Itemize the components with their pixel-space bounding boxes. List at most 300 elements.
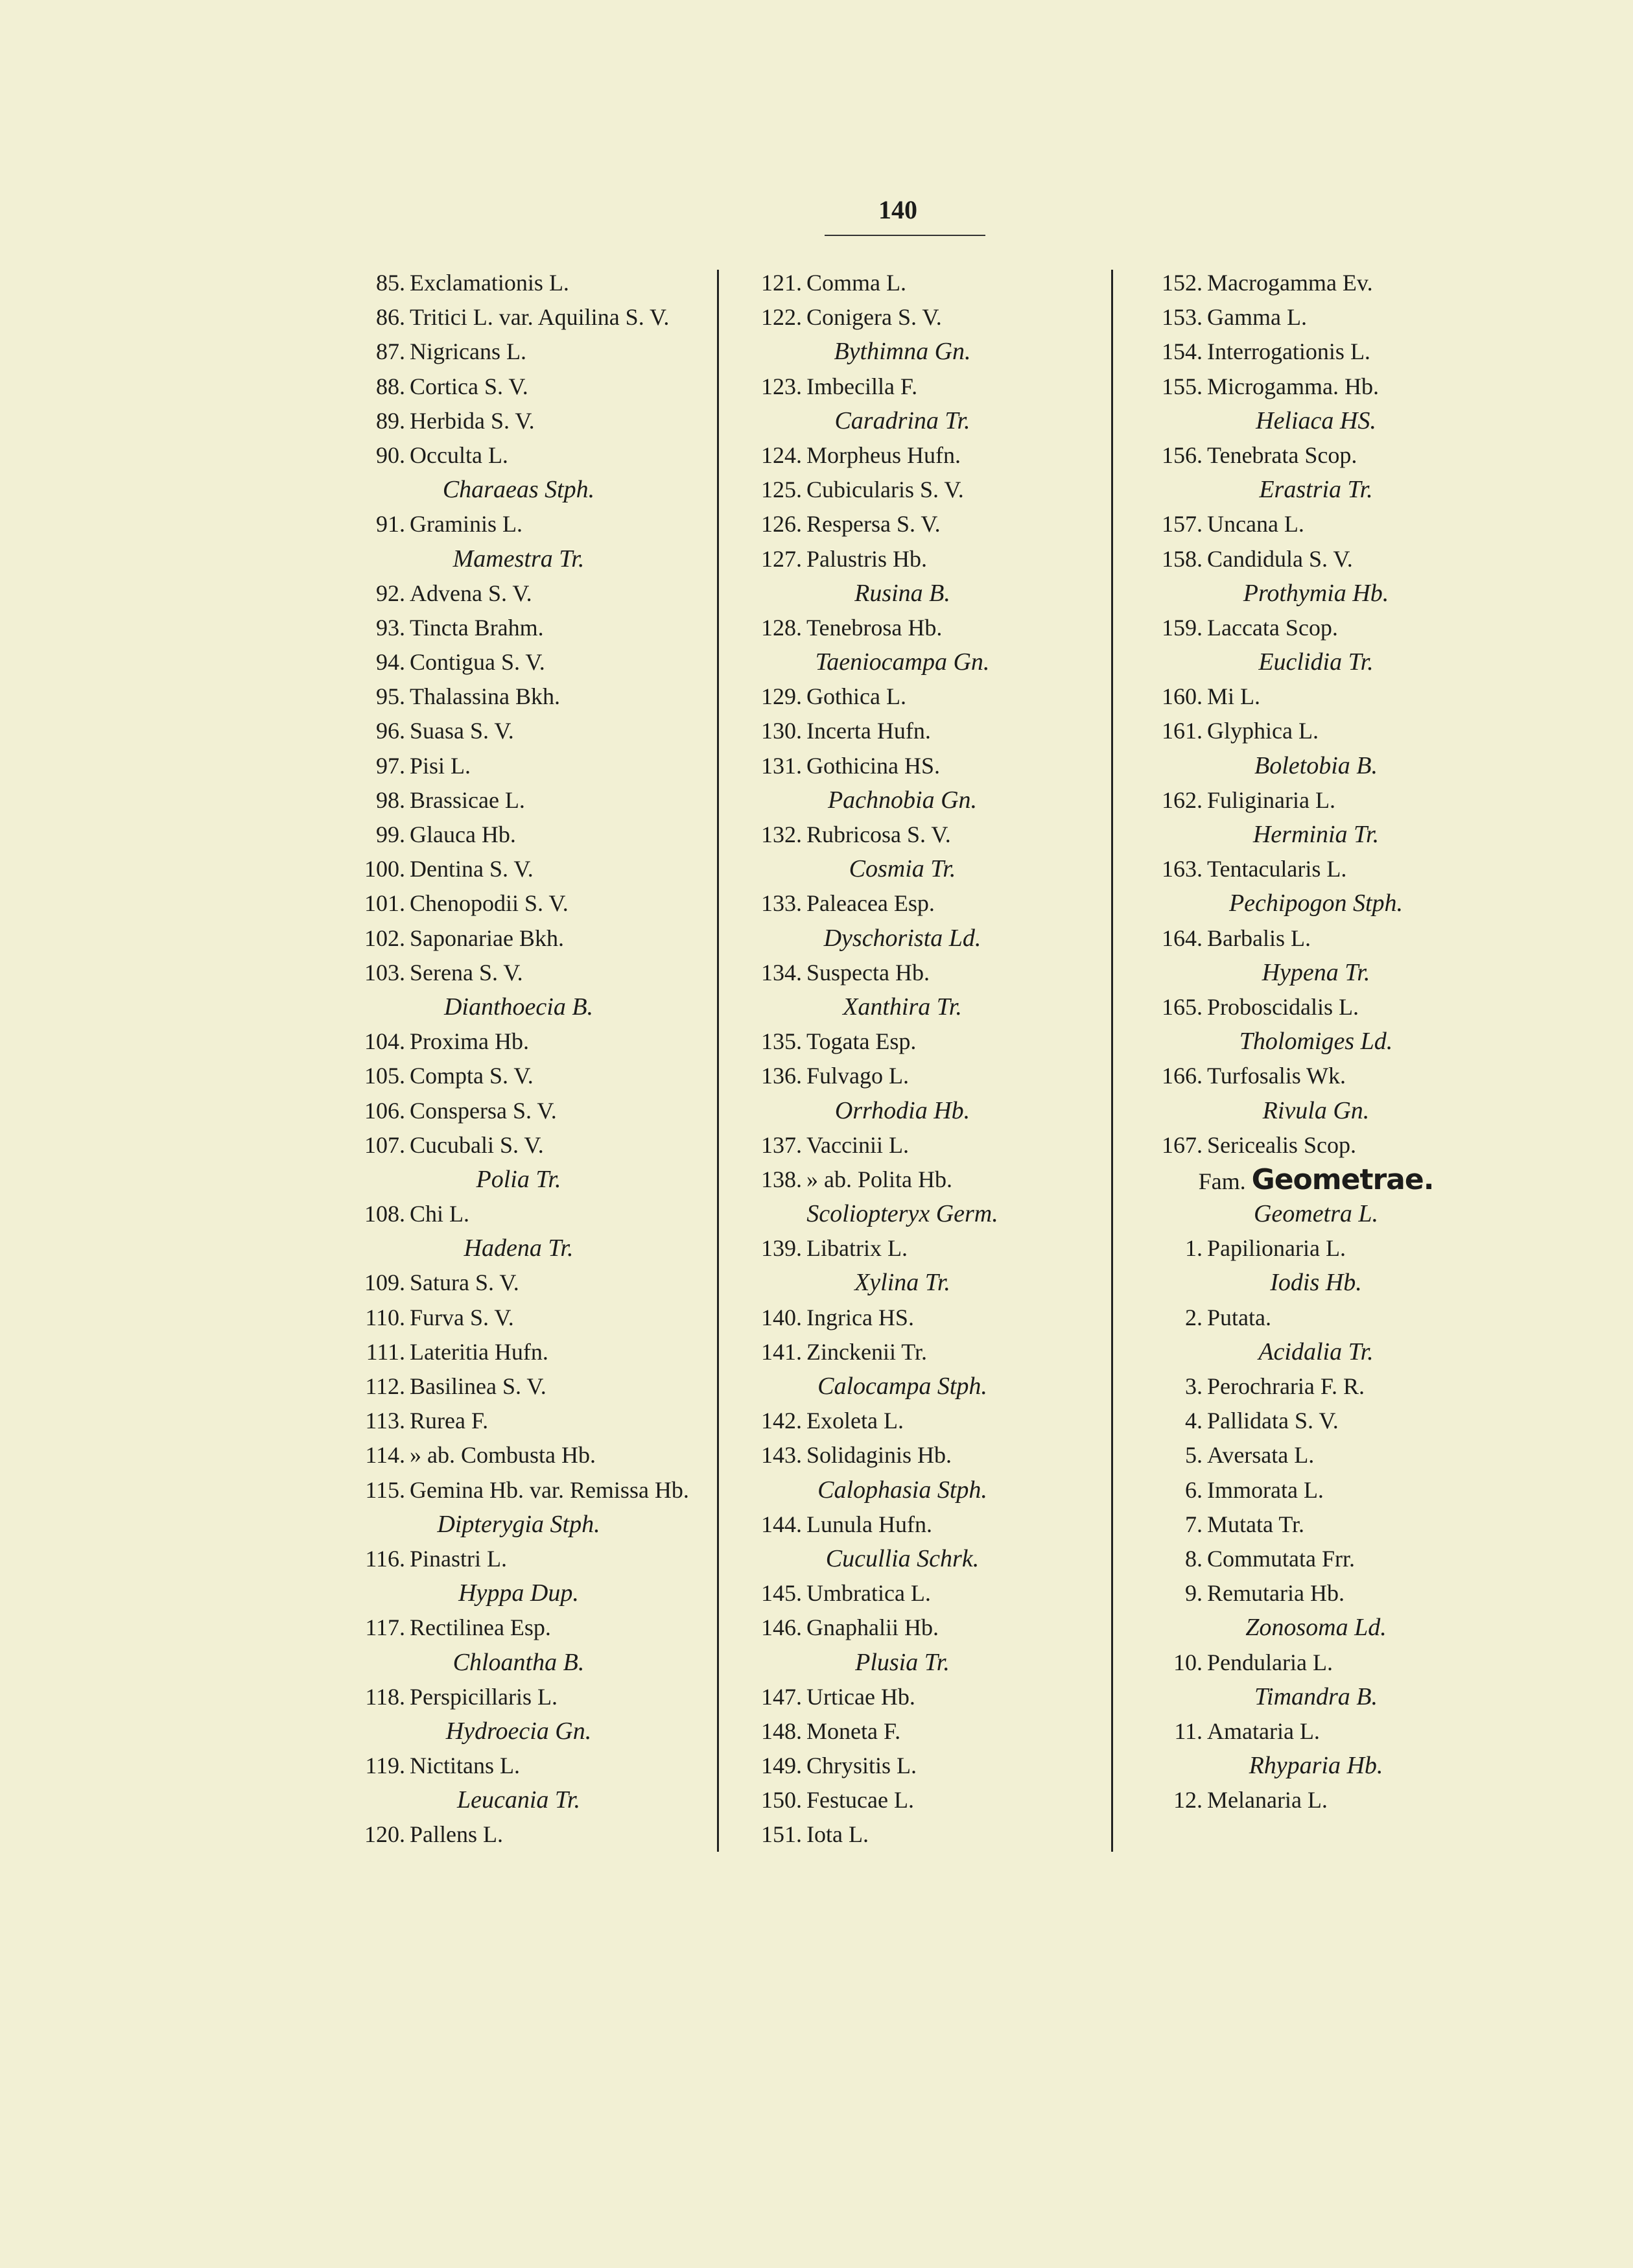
species-number: 147. [761,1683,802,1710]
species-name: Exclamationis L. [410,270,569,296]
genus-name: Cucullia Schrk. [825,1544,980,1572]
species-entry [1122,921,1510,956]
family-heading-text [1122,1163,1510,1199]
genus-name: Bythimna Gn. [834,338,971,366]
genus-heading [721,1266,1084,1300]
genus-heading [1122,576,1510,611]
species-name: Fulvago L. [806,1063,909,1089]
species-entry [721,1301,1084,1335]
species-name: Macrogamma Ev. [1207,270,1373,296]
species-number: 92. [376,580,405,606]
species-entry [324,714,713,748]
species-entry [324,1197,713,1231]
genus-heading [1122,886,1510,921]
genus-heading [324,990,713,1024]
species-entry [721,1714,1084,1749]
species-name: Commutata Frr. [1207,1545,1355,1572]
genus-name: Dianthoecia B. [443,993,594,1021]
species-name: Paleacea Esp. [806,890,935,917]
species-entry [324,1369,713,1404]
genus-heading [1122,1611,1510,1645]
species-number: 142. [761,1408,802,1434]
species-entry [1122,1128,1510,1163]
species-number: 130. [761,718,802,744]
genus-heading [324,1576,713,1611]
species-name: Suspecta Hb. [806,959,930,986]
species-name: Vaccinii L. [806,1131,909,1158]
species-number: 136. [761,1063,802,1089]
species-number: 131. [761,752,802,779]
genus-heading [721,335,1084,369]
species-entry [721,1128,1084,1163]
species-entry [1122,783,1510,818]
species-number: 12. [1173,1787,1203,1813]
species-name: Glauca Hb. [410,821,516,847]
species-name: Imbecilla F. [806,373,918,399]
species-name: Tenebrata Scop. [1207,442,1357,468]
species-entry [721,1059,1084,1093]
species-entry [721,1680,1084,1714]
species-entry [1122,1507,1510,1542]
species-number: 134. [761,959,802,986]
species-name: Gothicina HS. [806,752,940,779]
species-entry [324,1059,713,1093]
genus-heading [1122,1197,1510,1231]
genus-name: Chloantha B. [452,1648,585,1676]
species-number: 108. [364,1201,405,1227]
species-number: 163. [1162,856,1203,882]
species-name: Ingrica HS. [806,1304,914,1330]
genus-heading [721,921,1084,956]
species-number: 148. [761,1718,802,1744]
species-number: 11. [1174,1718,1203,1744]
species-number: 100. [364,856,405,882]
species-entry [721,749,1084,783]
species-name: Saponariae Bkh. [410,925,564,951]
genus-heading [1122,645,1510,679]
genus-name: Rusina B. [854,579,950,607]
species-name: Melanaria L. [1207,1787,1328,1813]
species-number: 90. [376,442,405,468]
genus-name: Acidalia Tr. [1258,1338,1374,1365]
species-number: 143. [761,1442,802,1469]
species-entry [1122,335,1510,369]
species-name: Graminis L. [410,511,523,537]
column-3 [1122,266,1510,1817]
species-name: Togata Esp. [806,1028,917,1055]
species-entry [1122,1714,1510,1749]
column-1 [324,266,713,1852]
species-number: 153. [1162,304,1203,331]
species-entry [1122,1576,1510,1611]
species-name: Amataria L. [1207,1718,1320,1744]
genus-heading [721,1197,1084,1231]
species-number: 85. [376,270,405,296]
species-name: Laccata Scop. [1207,614,1338,641]
species-name: Pinastri L. [410,1545,507,1572]
genus-heading [1122,1094,1510,1128]
species-entry [1122,1646,1510,1680]
species-name: Chenopodii S. V. [410,890,569,917]
species-number: 105. [364,1063,405,1089]
species-entry [324,1335,713,1369]
species-number: 166. [1162,1063,1203,1089]
genus-name: Timandra B. [1254,1683,1378,1710]
species-name: Interrogationis L. [1207,338,1370,365]
species-number: 122. [761,304,802,331]
genus-name: Erastria Tr. [1259,476,1373,504]
genus-name: Calocampa Stph. [817,1373,987,1400]
species-number: 117. [365,1614,405,1641]
species-number: 91. [376,511,405,537]
species-entry [1122,507,1510,541]
family-heading [1122,1163,1510,1197]
genus-heading [1122,1749,1510,1783]
species-number: 140. [761,1304,802,1330]
species-name: Perspicillaris L. [410,1683,558,1710]
species-entry [324,1473,713,1507]
species-number: 7. [1185,1511,1203,1537]
species-number: 5. [1185,1442,1203,1469]
genus-heading [324,1231,713,1266]
species-entry [721,1231,1084,1266]
species-entry [1122,1301,1510,1335]
species-name: Chrysitis L. [806,1753,917,1779]
genus-heading [721,1094,1084,1128]
species-entry [721,1507,1084,1542]
species-number: 156. [1162,442,1203,468]
genus-heading [1122,404,1510,438]
species-number: 99. [376,821,405,847]
species-number: 118. [365,1683,405,1710]
species-name: Basilinea S. V. [410,1373,546,1399]
species-number: 110. [365,1304,405,1330]
species-number: 154. [1162,338,1203,365]
genus-heading [721,783,1084,818]
species-number: 162. [1162,786,1203,813]
species-number: 159. [1162,614,1203,641]
species-name: Rectilinea Esp. [410,1614,551,1641]
species-entry [324,1817,713,1852]
species-name: Suasa S. V. [410,718,514,744]
species-name: Pallidata S. V. [1207,1408,1339,1434]
species-number: 133. [761,890,802,917]
species-name: Furva S. V. [410,1304,514,1330]
species-entry [1122,611,1510,645]
species-name: Satura S. V. [410,1270,519,1296]
genus-name: Hyppa Dup. [458,1579,579,1607]
species-name: Cubicularis S. V. [806,477,964,503]
species-number: 89. [376,407,405,434]
genus-name: Dyschorista Ld. [823,924,981,952]
genus-name: Herminia Tr. [1252,821,1380,848]
species-name: Glyphica L. [1207,718,1319,744]
species-entry [324,1128,713,1163]
species-name: Herbida S. V. [410,407,535,434]
genus-heading [721,404,1084,438]
genus-name: Hydroecia Gn. [445,1717,592,1745]
genus-name: Dipterygia Stph. [437,1510,600,1538]
species-number: 145. [761,1580,802,1607]
species-number: 165. [1162,993,1203,1020]
genus-name: Pachnobia Gn. [827,786,978,814]
species-entry [324,818,713,852]
genus-heading [324,542,713,576]
species-name: Putata. [1207,1304,1271,1330]
species-name: Exoleta L. [806,1408,904,1434]
species-entry [324,335,713,369]
genus-name: Boletobia B. [1254,751,1378,779]
species-name: Cortica S. V. [410,373,528,399]
species-name: Comma L. [806,270,906,296]
species-name: Compta S. V. [410,1063,534,1089]
species-number: 141. [761,1338,802,1365]
species-entry [721,714,1084,748]
species-entry [1122,1473,1510,1507]
species-entry [721,679,1084,714]
species-entry [1122,852,1510,886]
species-entry [324,300,713,335]
species-name: Umbratica L. [806,1580,931,1607]
species-name: Iota L. [806,1821,869,1848]
species-entry [1122,300,1510,335]
page-number-rule [825,235,985,236]
species-number: 158. [1162,545,1203,572]
species-entry [324,679,713,714]
species-entry [324,438,713,473]
species-entry [721,1576,1084,1611]
species-entry [324,370,713,404]
species-entry [1122,679,1510,714]
species-number: 160. [1162,683,1203,710]
species-entry [1122,1783,1510,1817]
species-entry [721,1438,1084,1472]
species-number: 157. [1162,511,1203,537]
species-entry [1122,542,1510,576]
species-name: Proboscidalis L. [1207,993,1359,1020]
species-number: 1. [1185,1235,1203,1262]
genus-heading [1122,473,1510,507]
species-name: Respersa S. V. [806,511,941,537]
genus-name: Prothymia Hb. [1243,579,1389,607]
genus-heading [721,576,1084,611]
species-name: Nigricans L. [410,338,526,365]
species-entry [324,886,713,921]
genus-name: Charaeas Stph. [442,476,595,504]
species-entry [324,749,713,783]
genus-name: Scoliopteryx Germ. [806,1200,998,1228]
species-number: 112. [365,1373,405,1399]
genus-heading [1122,956,1510,990]
species-entry [1122,990,1510,1024]
species-number: 150. [761,1787,802,1813]
genus-heading [721,1646,1084,1680]
genus-heading [324,1646,713,1680]
species-entry [721,818,1084,852]
genus-heading [1122,1680,1510,1714]
species-entry [721,542,1084,576]
genus-name: Xanthira Tr. [843,993,962,1021]
genus-heading [721,1369,1084,1404]
genus-heading [324,473,713,507]
species-number: 10. [1173,1649,1203,1675]
species-number: 101. [364,890,405,917]
species-entry [324,1266,713,1300]
genus-name: Tholomiges Ld. [1239,1028,1393,1056]
species-entry [1122,1404,1510,1438]
species-name: Advena S. V. [410,580,532,606]
species-entry [324,956,713,990]
genus-heading [324,1783,713,1817]
species-name: Incerta Hufn. [806,718,931,744]
species-name: Papilionaria L. [1207,1235,1346,1262]
species-entry [1122,1369,1510,1404]
species-name: Gamma L. [1207,304,1307,331]
column-divider-2 [1111,270,1113,1852]
genus-heading [1122,749,1510,783]
genus-heading [1122,1335,1510,1369]
species-entry [721,473,1084,507]
genus-name: Taeniocampa Gn. [815,648,990,676]
species-entry [324,404,713,438]
species-number: 87. [376,338,405,365]
genus-heading [721,852,1084,886]
genus-name: Caradrina Tr. [834,407,970,434]
species-entry [721,886,1084,921]
species-number: 3. [1185,1373,1203,1399]
species-name: Rubricosa S. V. [806,821,951,847]
species-name: Uncana L. [1207,511,1304,537]
species-name: Turfosalis Wk. [1207,1063,1346,1089]
species-number: 138. [761,1166,802,1192]
species-name: Conigera S. V. [806,304,942,331]
species-number: 129. [761,683,802,710]
species-entry [324,1404,713,1438]
species-number: 109. [364,1270,405,1296]
genus-name: Rhyparia Hb. [1249,1752,1383,1780]
species-entry [324,507,713,541]
species-entry [721,1817,1084,1852]
species-name: Barbalis L. [1207,925,1311,951]
species-number: 4. [1185,1408,1203,1434]
species-name: Brassicae L. [410,786,525,813]
species-name: Candidula S. V. [1207,545,1353,572]
species-number: 97. [376,752,405,779]
species-entry [721,1163,1084,1197]
genus-name: Xylina Tr. [854,1269,950,1297]
species-name: » ab. Combusta Hb. [410,1442,596,1469]
species-entry [721,1024,1084,1059]
species-number: 146. [761,1614,802,1641]
genus-name: Hypena Tr. [1262,958,1370,986]
genus-name: Calophasia Stph. [817,1476,987,1504]
species-name: Mi L. [1207,683,1261,710]
species-entry [1122,1542,1510,1576]
species-name: Nictitans L. [410,1753,520,1779]
species-name: Pallens L. [410,1821,503,1848]
species-number: 137. [761,1131,802,1158]
species-name: Mutata Tr. [1207,1511,1305,1537]
species-number: 139. [761,1235,802,1262]
genus-name: Heliaca HS. [1256,407,1376,434]
species-entry [721,956,1084,990]
species-number: 116. [365,1545,405,1572]
genus-name: Geometra L. [1253,1200,1379,1228]
species-number: 96. [376,718,405,744]
species-entry [324,1301,713,1335]
species-number: 88. [376,373,405,399]
species-number: 6. [1185,1476,1203,1503]
species-entry [721,1611,1084,1645]
species-entry [1122,370,1510,404]
species-entry [324,921,713,956]
species-number: 98. [376,786,405,813]
species-name: Perochraria F. R. [1207,1373,1365,1399]
species-entry [324,1542,713,1576]
species-name: Morpheus Hufn. [806,442,961,468]
species-number: 2. [1185,1304,1203,1330]
species-entry [324,852,713,886]
species-name: Libatrix L. [806,1235,908,1262]
species-name: Cucubali S. V. [410,1131,544,1158]
species-name: Microgamma. Hb. [1207,373,1379,399]
species-entry [324,1094,713,1128]
species-entry [324,1024,713,1059]
species-name: Gothica L. [806,683,906,710]
species-number: 161. [1162,718,1203,744]
species-number: 8. [1185,1545,1203,1572]
species-name: Tincta Brahm. [410,614,544,641]
species-name: Lateritia Hufn. [410,1338,548,1365]
species-entry [1122,1059,1510,1093]
species-number: 104. [364,1028,405,1055]
genus-name: Pechipogon Stph. [1228,890,1404,917]
genus-name: Orrhodia Hb. [834,1096,970,1124]
genus-heading [324,1507,713,1542]
species-entry [324,266,713,300]
species-entry [1122,714,1510,748]
genus-name: Euclidia Tr. [1258,648,1374,676]
species-entry [324,576,713,611]
species-number: 132. [761,821,802,847]
genus-heading [721,1542,1084,1576]
species-number: 86. [376,304,405,331]
species-entry [1122,1231,1510,1266]
species-entry [324,611,713,645]
genus-name: Polia Tr. [476,1165,561,1193]
species-entry [721,611,1084,645]
species-name: Sericealis Scop. [1207,1131,1356,1158]
species-name: Urticae Hb. [806,1683,915,1710]
page-number: 140 [878,195,917,224]
species-number: 111. [366,1338,405,1365]
species-number: 113. [365,1408,405,1434]
species-name: Zinckenii Tr. [806,1338,928,1365]
species-name: Gnaphalii Hb. [806,1614,939,1641]
species-number: 95. [376,683,405,710]
species-entry [721,1335,1084,1369]
species-entry [721,266,1084,300]
species-number: 93. [376,614,405,641]
species-entry [1122,438,1510,473]
genus-heading [721,1473,1084,1507]
genus-heading [1122,1266,1510,1300]
species-entry [721,1749,1084,1783]
genus-name: Zonosoma Ld. [1245,1614,1387,1642]
species-entry [324,1438,713,1472]
species-number: 121. [761,270,802,296]
species-number: 144. [761,1511,802,1537]
